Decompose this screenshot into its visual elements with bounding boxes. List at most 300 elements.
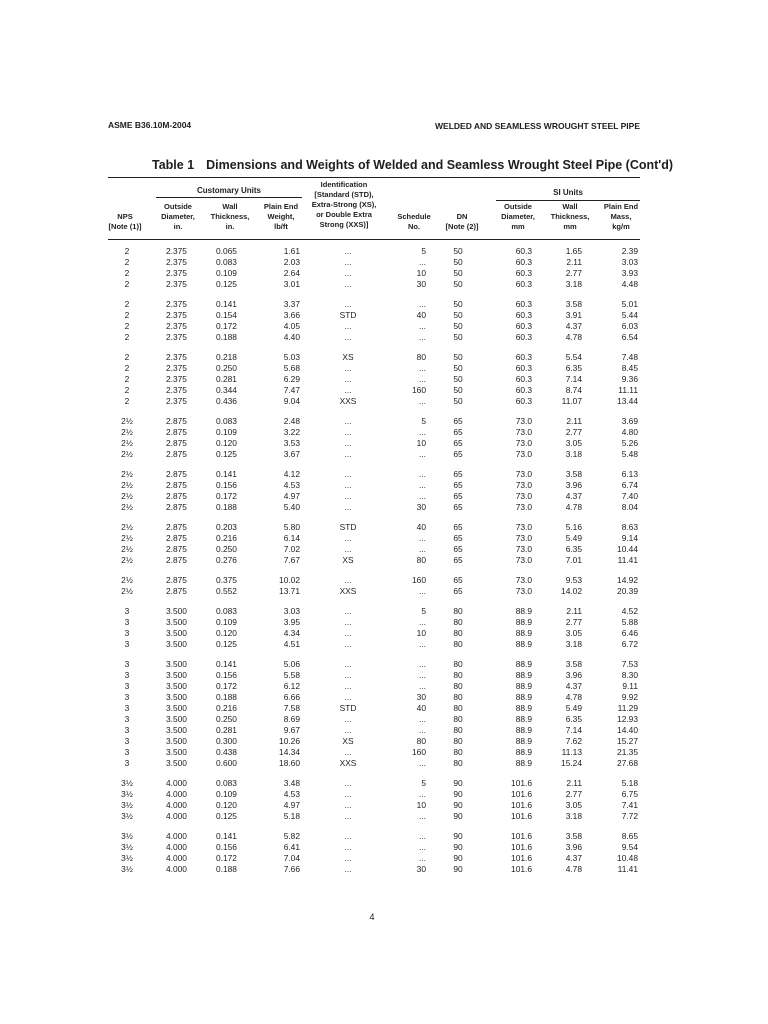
cell-wall-mm: 3.18	[565, 811, 582, 821]
cell-od-in: 2.375	[166, 385, 187, 395]
cell-mass: 9.14	[621, 533, 638, 543]
cell-od-mm: 88.9	[515, 628, 532, 638]
cell-mass: 5.01	[621, 299, 638, 309]
cell-wall-in: 0.172	[216, 491, 237, 501]
cell-wall-in: 0.250	[216, 363, 237, 373]
col-header-line: Wall	[562, 202, 578, 211]
col-header-line: Diameter,	[501, 212, 535, 221]
cell-wall-mm: 3.58	[565, 469, 582, 479]
cell-identification: XS	[342, 555, 354, 565]
cell-od-mm: 60.3	[515, 332, 532, 342]
cell-wall-in: 0.141	[216, 831, 237, 841]
cell-wall-mm: 2.77	[565, 617, 582, 627]
cell-dn: 80	[453, 703, 463, 713]
cell-dn: 50	[453, 279, 463, 289]
table-row	[0, 628, 768, 639]
cell-schedule: 80	[416, 555, 426, 565]
cell-schedule: ...	[419, 363, 426, 373]
table-row	[0, 639, 768, 650]
cell-dn: 80	[453, 736, 463, 746]
cell-od-mm: 60.3	[515, 268, 532, 278]
cell-schedule: ...	[419, 332, 426, 342]
table-row	[0, 321, 768, 332]
cell-mass: 7.48	[621, 352, 638, 362]
table-row	[0, 427, 768, 438]
table-row	[0, 246, 768, 257]
cell-mass: 6.75	[621, 789, 638, 799]
cell-mass: 4.80	[621, 427, 638, 437]
row-group	[0, 659, 768, 769]
cell-nps: 2½	[121, 522, 133, 532]
cell-wall-mm: 4.78	[565, 502, 582, 512]
cell-identification: ...	[344, 469, 352, 479]
cell-weight: 4.53	[283, 480, 300, 490]
cell-identification: ...	[344, 670, 352, 680]
cell-schedule: ...	[419, 758, 426, 768]
cell-mass: 6.13	[621, 469, 638, 479]
cell-dn: 65	[453, 502, 463, 512]
table-row	[0, 352, 768, 363]
cell-dn: 65	[453, 555, 463, 565]
table-row	[0, 714, 768, 725]
cell-identification: ...	[344, 449, 352, 459]
cell-nps: 2½	[121, 555, 133, 565]
cell-identification: ...	[344, 628, 352, 638]
cell-identification: STD	[339, 703, 357, 713]
table-row	[0, 299, 768, 310]
cell-od-mm: 73.0	[515, 502, 532, 512]
cell-nps: 2	[124, 279, 130, 289]
cell-mass: 10.44	[617, 544, 638, 554]
table-caption: Dimensions and Weights of Welded and Seamless Wrought Steel Pipe (Cont'd)	[206, 158, 674, 172]
cell-identification: ...	[344, 789, 352, 799]
cell-schedule: 80	[416, 352, 426, 362]
cell-wall-mm: 2.11	[566, 778, 582, 788]
col-header-line: mm	[563, 222, 577, 231]
cell-wall-mm: 6.35	[565, 363, 582, 373]
cell-od-in: 3.500	[166, 692, 187, 702]
col-header-line: No.	[407, 222, 421, 231]
cell-mass: 8.63	[621, 522, 638, 532]
cell-weight: 4.97	[283, 491, 300, 501]
cell-wall-in: 0.281	[216, 725, 237, 735]
row-group	[0, 606, 768, 650]
cell-dn: 80	[453, 692, 463, 702]
cell-schedule: ...	[419, 681, 426, 691]
cell-wall-in: 0.156	[216, 842, 237, 852]
cell-identification: ...	[344, 714, 352, 724]
cell-od-in: 3.500	[166, 758, 187, 768]
cell-wall-mm: 3.96	[565, 480, 582, 490]
cell-weight: 4.40	[283, 332, 300, 342]
cell-schedule: ...	[419, 811, 426, 821]
cell-wall-in: 0.125	[216, 449, 237, 459]
cell-identification: ...	[344, 299, 352, 309]
col-header-line: [Note (1)]	[108, 222, 142, 231]
cell-od-in: 2.875	[166, 469, 187, 479]
cell-weight: 4.53	[283, 789, 300, 799]
table-row	[0, 853, 768, 864]
cell-weight: 3.53	[283, 438, 300, 448]
row-group	[0, 299, 768, 343]
cell-mass: 20.39	[617, 586, 638, 596]
cell-mass: 8.45	[621, 363, 638, 373]
cell-wall-mm: 3.96	[565, 670, 582, 680]
cell-identification: ...	[344, 747, 352, 757]
cell-wall-mm: 6.35	[565, 714, 582, 724]
cell-od-in: 3.500	[166, 725, 187, 735]
cell-schedule: ...	[419, 257, 426, 267]
table-row	[0, 617, 768, 628]
cell-od-mm: 88.9	[515, 692, 532, 702]
cell-wall-mm: 8.74	[565, 385, 582, 395]
table-row	[0, 811, 768, 822]
cell-weight: 7.67	[283, 555, 300, 565]
cell-od-in: 2.375	[166, 246, 187, 256]
cell-od-in: 2.875	[166, 586, 187, 596]
cell-wall-in: 0.600	[216, 758, 237, 768]
col-header-line: Plain End	[603, 202, 639, 211]
cell-od-mm: 101.6	[511, 842, 532, 852]
cell-mass: 8.65	[621, 831, 638, 841]
cell-identification: ...	[344, 811, 352, 821]
cell-identification: ...	[344, 544, 352, 554]
cell-wall-mm: 3.05	[565, 628, 582, 638]
cell-identification: ...	[344, 725, 352, 735]
cell-mass: 15.27	[617, 736, 638, 746]
cell-mass: 6.46	[621, 628, 638, 638]
table-row	[0, 502, 768, 513]
cell-nps: 3½	[121, 864, 133, 874]
col-header-line: Plain End	[263, 202, 299, 211]
cell-schedule: ...	[419, 321, 426, 331]
table-row	[0, 800, 768, 811]
cell-nps: 2	[124, 310, 130, 320]
cell-identification: ...	[344, 268, 352, 278]
cell-wall-mm: 2.11	[566, 606, 582, 616]
cell-schedule: 5	[421, 246, 426, 256]
cell-dn: 65	[453, 480, 463, 490]
cell-dn: 50	[453, 374, 463, 384]
cell-weight: 9.67	[283, 725, 300, 735]
table-title	[152, 158, 673, 172]
cell-mass: 5.88	[621, 617, 638, 627]
cell-mass: 9.36	[621, 374, 638, 384]
cell-nps: 2½	[121, 449, 133, 459]
cell-weight: 14.34	[279, 747, 300, 757]
table-row	[0, 747, 768, 758]
cell-od-in: 2.875	[166, 438, 187, 448]
row-group	[0, 522, 768, 566]
cell-od-in: 3.500	[166, 606, 187, 616]
cell-mass: 9.54	[621, 842, 638, 852]
section-title: WELDED AND SEAMLESS WROUGHT STEEL PIPE	[435, 121, 640, 131]
cell-dn: 50	[453, 246, 463, 256]
cell-weight: 6.66	[283, 692, 300, 702]
cell-od-in: 3.500	[166, 670, 187, 680]
cell-nps: 3	[124, 659, 130, 669]
table-row	[0, 831, 768, 842]
cell-od-mm: 73.0	[515, 555, 532, 565]
table-row	[0, 606, 768, 617]
cell-nps: 3½	[121, 789, 133, 799]
cell-wall-in: 0.172	[216, 853, 237, 863]
col-header-od-in	[154, 202, 202, 232]
table-row	[0, 555, 768, 566]
cell-wall-in: 0.375	[216, 575, 237, 585]
table-row	[0, 385, 768, 396]
cell-wall-in: 0.218	[216, 352, 237, 362]
cell-wall-mm: 7.14	[565, 374, 582, 384]
cell-od-mm: 73.0	[515, 427, 532, 437]
cell-od-in: 3.500	[166, 628, 187, 638]
table-row	[0, 279, 768, 290]
cell-wall-mm: 9.53	[565, 575, 582, 585]
cell-identification: ...	[344, 831, 352, 841]
cell-schedule: 40	[416, 522, 426, 532]
cell-weight: 3.01	[283, 279, 300, 289]
col-header-line: in.	[225, 222, 235, 231]
cell-wall-mm: 3.58	[565, 299, 582, 309]
cell-wall-mm: 5.54	[565, 352, 582, 362]
row-group	[0, 352, 768, 407]
cell-wall-mm: 2.11	[566, 257, 582, 267]
cell-od-mm: 73.0	[515, 491, 532, 501]
cell-wall-mm: 2.77	[565, 268, 582, 278]
cell-wall-mm: 2.77	[565, 427, 582, 437]
cell-weight: 3.66	[283, 310, 300, 320]
table-row	[0, 522, 768, 533]
cell-dn: 50	[453, 310, 463, 320]
cell-identification: ...	[344, 438, 352, 448]
cell-nps: 2	[124, 321, 130, 331]
cell-weight: 4.12	[283, 469, 300, 479]
cell-od-in: 2.375	[166, 299, 187, 309]
cell-od-mm: 73.0	[515, 544, 532, 554]
identification-header-line: [Standard (STD),	[314, 190, 374, 199]
cell-nps: 2	[124, 246, 130, 256]
cell-od-in: 4.000	[166, 789, 187, 799]
cell-weight: 5.03	[283, 352, 300, 362]
cell-od-in: 2.375	[166, 257, 187, 267]
cell-schedule: ...	[419, 427, 426, 437]
cell-od-mm: 101.6	[511, 800, 532, 810]
cell-od-in: 2.875	[166, 427, 187, 437]
cell-nps: 2	[124, 352, 130, 362]
cell-od-mm: 60.3	[515, 279, 532, 289]
cell-identification: ...	[344, 246, 352, 256]
cell-wall-in: 0.300	[216, 736, 237, 746]
col-header-line: NPS	[117, 212, 133, 221]
cell-schedule: ...	[419, 480, 426, 490]
cell-nps: 3	[124, 606, 130, 616]
col-header-line: Outside	[164, 202, 192, 211]
cell-nps: 3	[124, 628, 130, 638]
col-header-line: Thickness,	[550, 212, 590, 221]
cell-wall-mm: 11.13	[561, 747, 582, 757]
cell-schedule: 40	[416, 703, 426, 713]
cell-dn: 50	[453, 363, 463, 373]
col-header-line: Wall	[222, 202, 238, 211]
cell-schedule: ...	[419, 396, 426, 406]
cell-mass: 3.93	[621, 268, 638, 278]
cell-od-mm: 73.0	[515, 586, 532, 596]
cell-od-in: 2.875	[166, 502, 187, 512]
cell-wall-mm: 7.62	[565, 736, 582, 746]
cell-wall-in: 0.120	[216, 438, 237, 448]
cell-nps: 2½	[121, 502, 133, 512]
col-header-wt-in	[206, 202, 254, 232]
cell-wall-mm: 4.78	[565, 864, 582, 874]
cell-identification: ...	[344, 491, 352, 501]
cell-weight: 10.02	[279, 575, 300, 585]
cell-wall-in: 0.083	[216, 778, 237, 788]
cell-nps: 2	[124, 257, 130, 267]
cell-nps: 2½	[121, 427, 133, 437]
cell-od-in: 2.375	[166, 374, 187, 384]
cell-identification: ...	[344, 842, 352, 852]
cell-weight: 4.97	[283, 800, 300, 810]
table-row	[0, 257, 768, 268]
cell-od-in: 2.875	[166, 522, 187, 532]
cell-od-in: 2.375	[166, 396, 187, 406]
col-header-line: in.	[173, 222, 183, 231]
cell-schedule: ...	[419, 659, 426, 669]
cell-dn: 90	[453, 831, 463, 841]
cell-identification: ...	[344, 321, 352, 331]
cell-wall-mm: 3.58	[565, 659, 582, 669]
row-group	[0, 246, 768, 290]
cell-wall-mm: 3.18	[565, 449, 582, 459]
cell-weight: 6.14	[283, 533, 300, 543]
col-header-line: mm	[511, 222, 525, 231]
cell-od-in: 2.375	[166, 310, 187, 320]
cell-nps: 3	[124, 736, 130, 746]
cell-wall-in: 0.203	[216, 522, 237, 532]
cell-identification: ...	[344, 692, 352, 702]
cell-dn: 90	[453, 842, 463, 852]
row-group	[0, 575, 768, 597]
table-row	[0, 533, 768, 544]
cell-nps: 2½	[121, 480, 133, 490]
cell-od-in: 3.500	[166, 714, 187, 724]
cell-schedule: 30	[416, 692, 426, 702]
cell-nps: 3½	[121, 811, 133, 821]
cell-schedule: 5	[421, 416, 426, 426]
cell-wall-in: 0.083	[216, 606, 237, 616]
cell-od-in: 3.500	[166, 736, 187, 746]
cell-dn: 50	[453, 385, 463, 395]
cell-mass: 7.72	[621, 811, 638, 821]
cell-mass: 3.69	[621, 416, 638, 426]
cell-identification: XXS	[339, 758, 357, 768]
cell-nps: 3½	[121, 842, 133, 852]
cell-nps: 3	[124, 692, 130, 702]
cell-nps: 3	[124, 758, 130, 768]
cell-od-mm: 73.0	[515, 469, 532, 479]
si-units-header: SI Units	[553, 188, 583, 197]
cell-nps: 3½	[121, 778, 133, 788]
cell-schedule: 30	[416, 279, 426, 289]
cell-dn: 80	[453, 617, 463, 627]
cell-identification: ...	[344, 681, 352, 691]
cell-od-in: 2.875	[166, 449, 187, 459]
cell-od-in: 3.500	[166, 617, 187, 627]
cell-dn: 50	[453, 257, 463, 267]
cell-od-mm: 88.9	[515, 736, 532, 746]
cell-identification: ...	[344, 606, 352, 616]
cell-schedule: 160	[412, 385, 426, 395]
cell-wall-in: 0.125	[216, 639, 237, 649]
cell-nps: 3	[124, 670, 130, 680]
cell-wall-in: 0.109	[216, 427, 237, 437]
cell-wall-mm: 3.05	[565, 800, 582, 810]
cell-weight: 13.71	[279, 586, 300, 596]
cell-wall-in: 0.065	[216, 246, 237, 256]
cell-mass: 14.92	[617, 575, 638, 585]
row-group	[0, 778, 768, 822]
cell-dn: 90	[453, 853, 463, 863]
col-header-line: DN	[456, 212, 468, 221]
cell-wall-in: 0.188	[216, 332, 237, 342]
cell-nps: 3	[124, 681, 130, 691]
cell-identification: ...	[344, 374, 352, 384]
cell-nps: 2½	[121, 491, 133, 501]
cell-weight: 6.41	[283, 842, 300, 852]
cell-od-in: 2.375	[166, 363, 187, 373]
cell-weight: 4.34	[283, 628, 300, 638]
cell-schedule: ...	[419, 831, 426, 841]
cell-od-in: 4.000	[166, 800, 187, 810]
cell-identification: ...	[344, 363, 352, 373]
cell-od-mm: 101.6	[511, 831, 532, 841]
cell-weight: 3.67	[283, 449, 300, 459]
cell-wall-mm: 4.37	[565, 491, 582, 501]
cell-wall-mm: 3.91	[565, 310, 582, 320]
cell-wall-in: 0.276	[216, 555, 237, 565]
cell-wall-in: 0.109	[216, 617, 237, 627]
col-header-line: Mass,	[610, 212, 632, 221]
cell-identification: ...	[344, 864, 352, 874]
cell-dn: 50	[453, 332, 463, 342]
cell-wall-mm: 6.35	[565, 544, 582, 554]
cell-wall-in: 0.154	[216, 310, 237, 320]
cell-schedule: 30	[416, 864, 426, 874]
cell-nps: 3	[124, 747, 130, 757]
cell-od-mm: 60.3	[515, 363, 532, 373]
identification-header-line: Extra-Strong (XS),	[311, 200, 377, 209]
col-header-mass	[598, 202, 644, 232]
cell-mass: 6.72	[621, 639, 638, 649]
cell-wall-mm: 11.07	[561, 396, 582, 406]
table-row	[0, 310, 768, 321]
cell-od-mm: 60.3	[515, 299, 532, 309]
table-row	[0, 332, 768, 343]
cell-weight: 18.60	[279, 758, 300, 768]
cell-dn: 50	[453, 352, 463, 362]
cell-wall-mm: 2.11	[566, 416, 582, 426]
cell-dn: 80	[453, 659, 463, 669]
cell-od-mm: 73.0	[515, 533, 532, 543]
cell-wall-mm: 4.78	[565, 692, 582, 702]
cell-od-mm: 88.9	[515, 703, 532, 713]
cell-od-mm: 60.3	[515, 257, 532, 267]
table-row	[0, 725, 768, 736]
cell-schedule: ...	[419, 586, 426, 596]
cell-weight: 3.95	[283, 617, 300, 627]
identification-header	[300, 180, 388, 230]
table-row	[0, 692, 768, 703]
